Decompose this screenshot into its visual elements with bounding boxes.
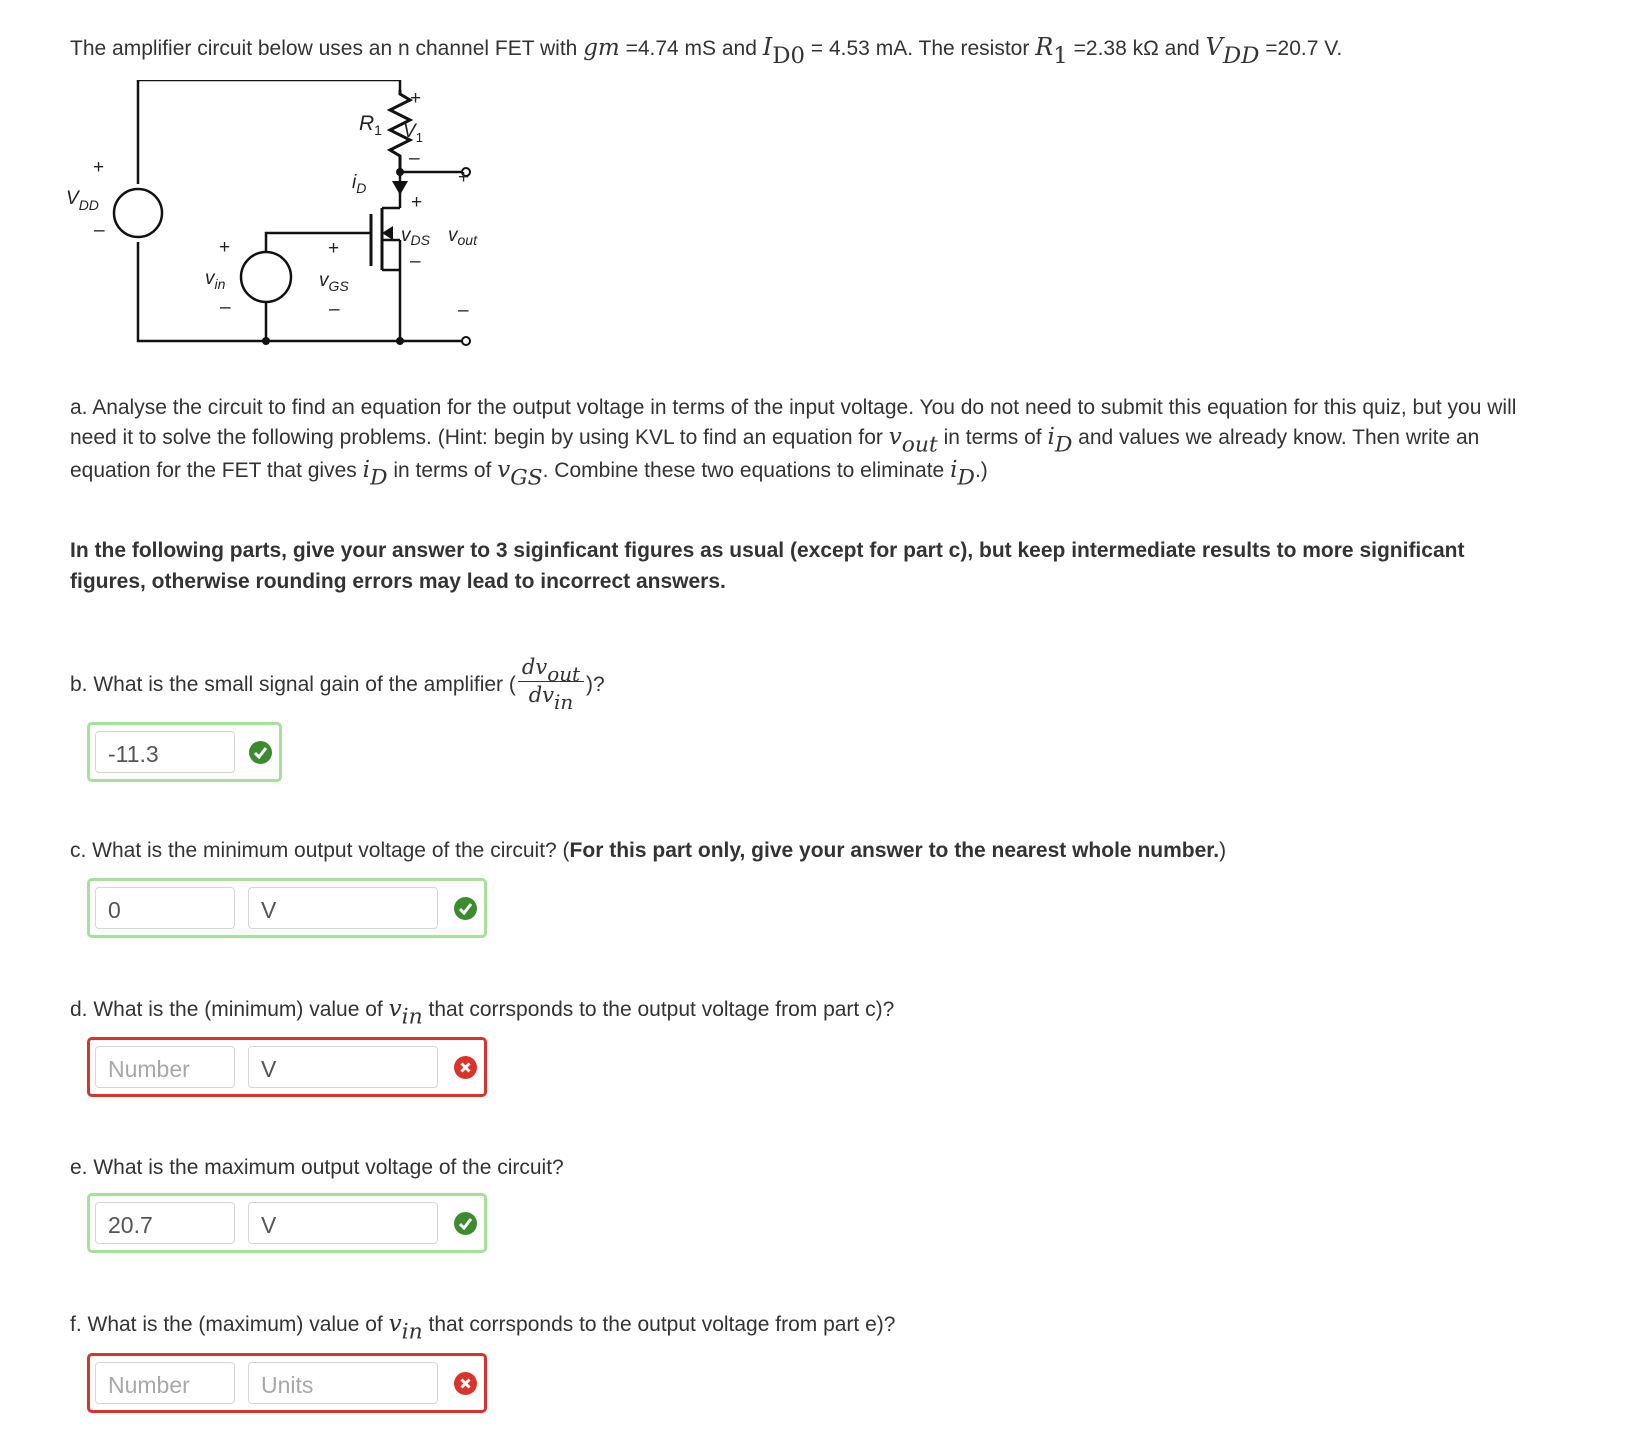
intro-text: The amplifier circuit below uses an n channel FET with gm =4.74 mS and $I_{D0} = 4.53$ mA. The resistor $R_1 =2.38$ kΩ and $V_{DD} =20.7$ V. xyxy=(70,33,1343,69)
label-v1: $V_1$ xyxy=(403,121,423,145)
part-f-answer-box xyxy=(87,1353,487,1413)
instructions-line-1: In the following parts, give your answer to 3 siginficant figures as usual (except for part c), but keep intermediate results to more significant xyxy=(70,539,1465,562)
part-f-value-input[interactable]: Number xyxy=(95,1362,235,1404)
label-r1: $R_1$ xyxy=(359,112,382,138)
part-e-question: e. What is the maximum output voltage of the circuit? xyxy=(70,1156,564,1179)
part-c-value-input[interactable]: 0 xyxy=(95,887,235,929)
cross-icon xyxy=(454,1056,477,1079)
part-f-question: f. What is the (maximum) value of $v_{in}$ that corrsponds to the output voltage from part e)? xyxy=(70,1311,896,1345)
part-e-value-input[interactable]: 20.7 xyxy=(95,1202,235,1244)
check-icon xyxy=(454,897,477,920)
label-vgs-minus: – xyxy=(329,299,340,320)
fet-arrow xyxy=(382,226,393,240)
part-d-question: d. What is the (minimum) value of $v_{in}$ that corrsponds to the output voltage from part c)? xyxy=(70,996,895,1030)
instructions-line-2: figures, otherwise rounding errors may lead to incorrect answers. xyxy=(70,570,726,593)
junction-dot xyxy=(396,337,404,345)
part-d-value-input[interactable]: Number xyxy=(95,1046,235,1088)
check-icon xyxy=(454,1212,477,1235)
part-a-line-1: a. Analyse the circuit to find an equation for the output voltage in terms of the input voltage. You do not need to submit this equation for this quiz, but you will xyxy=(70,396,1517,419)
part-b-value-input[interactable]: -11.3 xyxy=(95,731,235,773)
part-a-line-3: equation for the FET that gives $i_D$ in terms of $v_{GS}$. Combine these two equations to eliminate $i_D$.) xyxy=(70,457,988,491)
label-vgs-plus: + xyxy=(328,238,340,259)
cross-icon xyxy=(454,1372,477,1395)
vdd-source xyxy=(114,189,162,237)
junction-dot xyxy=(262,337,270,345)
part-f-unit-input[interactable]: Units xyxy=(248,1362,438,1404)
check-icon xyxy=(249,741,272,764)
part-b-question: b. What is the small signal gain of the amplifier ( $\frac{dv_{out}}{dv_{in}}$ )? xyxy=(70,655,605,714)
output-terminal-bottom xyxy=(462,337,470,345)
label-vout-minus: – xyxy=(458,300,469,321)
part-b-answer-box xyxy=(87,722,282,782)
circuit-diagram xyxy=(55,80,525,360)
part-c-question: c. What is the minimum output voltage of the circuit? (For this part only, give your answer to the nearest whole number.) xyxy=(70,839,1227,862)
part-e-unit-input[interactable]: V xyxy=(248,1202,438,1244)
id-arrow xyxy=(392,181,408,195)
junction-dot xyxy=(396,168,404,176)
label-vin: $v_{in}$ xyxy=(205,268,226,292)
vin-source xyxy=(241,252,291,302)
label-vds: $v_{DS}$ xyxy=(401,225,430,248)
label-vdd: $V_{DD}$ xyxy=(66,188,99,213)
gain-fraction: $\frac{dv_{out}}{dv_{in}}$ xyxy=(518,654,584,709)
label-vin-minus: – xyxy=(220,297,231,318)
label-id: $i_D$ xyxy=(352,172,367,196)
part-c-unit-input[interactable]: V xyxy=(248,887,438,929)
label-v1-minus: – xyxy=(409,148,420,169)
part-a-line-2: need it to solve the following problems. (Hint: begin by using KVL to find an equation for $v_{out}$ in terms of $i_D$ and values we already know. Then write an xyxy=(70,424,1480,458)
label-vin-plus: + xyxy=(219,237,231,258)
label-v1-plus: + xyxy=(410,88,422,109)
label-vdd-minus: – xyxy=(94,220,105,241)
part-d-answer-box xyxy=(87,1037,487,1097)
part-c-answer-box xyxy=(87,878,487,938)
label-vgs: $v_{GS}$ xyxy=(319,270,349,294)
part-d-unit-input[interactable]: V xyxy=(248,1046,438,1088)
left-wire xyxy=(138,242,405,341)
label-vout: $v_{out}$ xyxy=(448,225,477,248)
label-vds-plus: + xyxy=(411,192,423,213)
part-e-answer-box xyxy=(87,1193,487,1253)
label-vout-plus: + xyxy=(458,167,470,188)
label-vdd-plus: + xyxy=(93,157,105,178)
label-vds-minus: – xyxy=(410,251,421,272)
